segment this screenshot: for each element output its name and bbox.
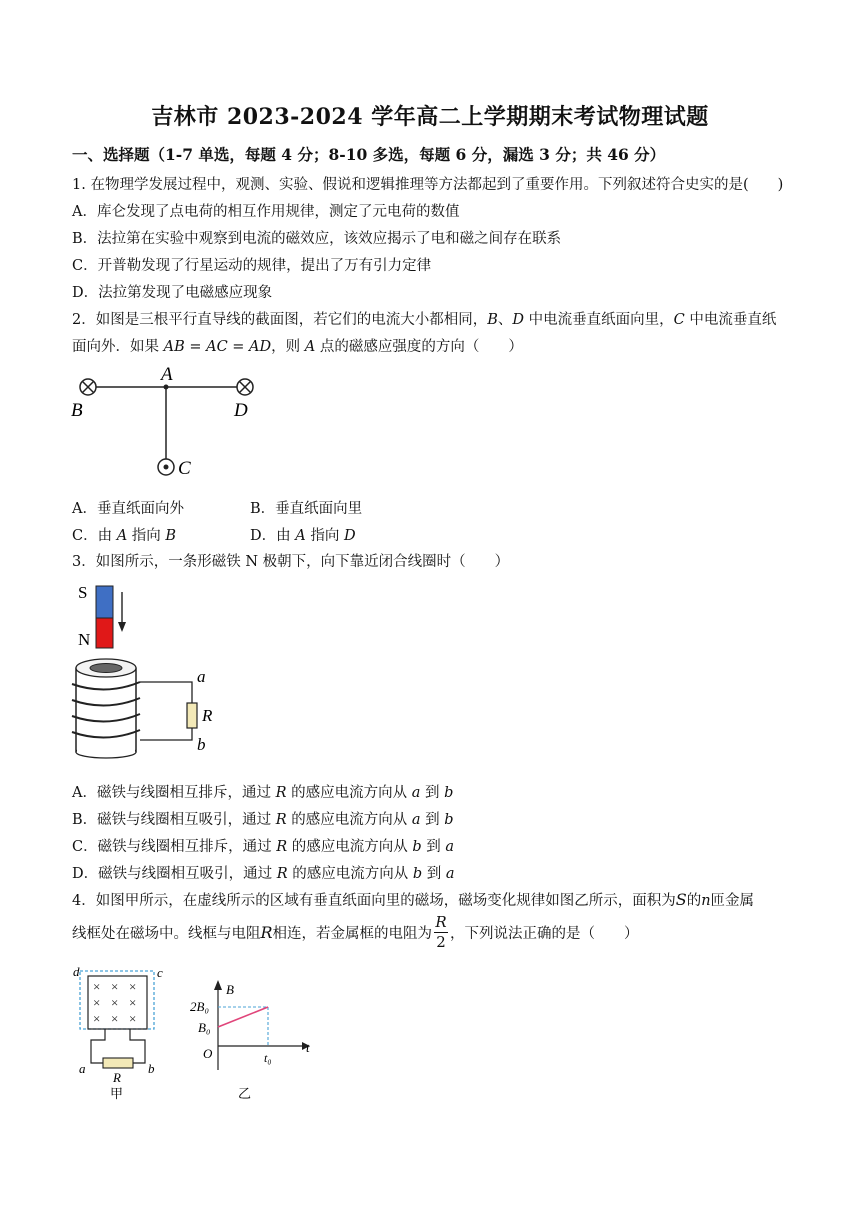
q4-stem-line2: 线框处在磁场中。线框与电阻R相连，若金属框的电阻为 $\frac{R}{2}$ ，下列说法正确的是（ ）	[72, 913, 639, 951]
q2-option-d: D．由 A 指向 D	[250, 528, 356, 544]
resistor-r	[187, 703, 197, 728]
q1-option-c: C．开普勒发现了行星运动的规律，提出了万有引力定律	[72, 258, 432, 274]
terminal-a-label: a	[79, 1061, 86, 1076]
wire-b-into-page-icon	[80, 379, 96, 395]
tick-b0: B₀	[198, 1020, 211, 1035]
corner-d-label: d	[73, 964, 80, 979]
figure-caption-yi: 乙	[238, 1086, 252, 1101]
q3-stem: 3．如图所示，一条形磁铁 N 极朝下，向下靠近闭合线圈时（ ）	[72, 554, 510, 570]
q2-stem-line1: 2．如图是三根平行直导线的截面图，若它们的电流大小都相同，B、D 中电流垂直纸面向里，C 中电流垂直纸	[72, 312, 777, 328]
fraction-r-over-2: $\frac{R}{2}$	[435, 913, 447, 951]
guide-lines-dashed	[218, 1007, 268, 1046]
origin-label: O	[203, 1046, 213, 1061]
q4-figure-yi-graph	[190, 972, 320, 1102]
q2-option-a: A．垂直纸面向外	[72, 501, 184, 517]
svg-text:×: ×	[93, 1011, 101, 1026]
q3-option-b: B．磁铁与线圈相互吸引，通过 R 的感应电流方向从 a 到 b	[72, 812, 454, 828]
label-d: D	[234, 400, 248, 421]
bar-magnet	[96, 586, 113, 648]
svg-text:×: ×	[93, 979, 101, 994]
circuit-wires	[140, 682, 197, 740]
terminal-a-label: a	[197, 667, 206, 686]
t-axis-label: t	[306, 1040, 310, 1055]
resistor-r	[103, 1058, 133, 1068]
corner-c-label: c	[157, 965, 163, 980]
label-b: B	[71, 400, 83, 421]
magnet-n-label: N	[78, 630, 91, 649]
magnetic-field-crosses	[93, 979, 136, 1026]
q2-equation: AB = AC = AD	[163, 339, 272, 355]
q1-option-a: A．库仑发现了点电荷的相互作用规律，测定了元电荷的数值	[72, 204, 460, 220]
svg-text:×: ×	[111, 995, 119, 1010]
magnet-s-label: S	[78, 583, 88, 602]
resistor-r-label: R	[202, 706, 213, 725]
svg-text:×: ×	[129, 1011, 137, 1026]
q4-stem-line1: 4．如图甲所示，在虚线所示的区域有垂直纸面向里的磁场，磁场变化规律如图乙所示，面积为S的n匝金属	[72, 890, 755, 909]
svg-text:×: ×	[111, 979, 119, 994]
q2-wire-figure	[66, 360, 276, 485]
b-axis-label: B	[226, 982, 234, 997]
page-title: 吉林市 2023-2024 学年高二上学期期末考试物理试题	[151, 104, 709, 130]
point-a-dot	[164, 385, 169, 390]
q2-option-b: B．垂直纸面向里	[250, 501, 363, 517]
section-heading: 一、选择题（1-7 单选，每题 4 分；8-10 多选，每题 6 分，漏选 3 分；共 46 分）	[72, 145, 666, 164]
q1-option-d: D．法拉第发现了电磁感应现象	[72, 285, 273, 301]
q3-magnet-coil-figure	[66, 578, 226, 760]
svg-text:×: ×	[93, 995, 101, 1010]
label-c: C	[178, 458, 191, 479]
q4-figure-jia	[70, 962, 170, 1102]
terminal-b-label: b	[148, 1061, 155, 1076]
wire-d-into-page-icon	[237, 379, 253, 395]
q2-stem-line2: 面向外．如果 AB = AC = AD，则 A 点的磁感应强度的方向（ ）	[72, 339, 523, 355]
tick-2b0: 2B₀	[190, 999, 209, 1014]
q3-option-a: A．磁铁与线圈相互排斥，通过 R 的感应电流方向从 a 到 b	[72, 785, 454, 801]
svg-text:×: ×	[129, 979, 137, 994]
tick-t0: t₀	[264, 1051, 272, 1065]
svg-text:×: ×	[111, 1011, 119, 1026]
coil	[72, 659, 140, 758]
resistor-r-label: R	[113, 1070, 121, 1085]
svg-text:×: ×	[129, 995, 137, 1010]
wire-c-out-of-page-icon	[158, 459, 174, 475]
q2-option-c: C．由 A 指向 B	[72, 528, 177, 544]
down-arrow-icon	[118, 592, 126, 632]
figure-caption-jia: 甲	[110, 1086, 124, 1101]
label-a: A	[161, 364, 173, 385]
q1-stem: 1. 在物理学发展过程中，观测、实验、假说和逻辑推理等方法都起到了重要作用。下列叙述符合史实的是( )	[72, 177, 784, 193]
b-t-line	[218, 1007, 268, 1027]
q3-option-d: D．磁铁与线圈相互吸引，通过 R 的感应电流方向从 b 到 a	[72, 866, 455, 882]
q1-option-b: B．法拉第在实验中观察到电流的磁效应，该效应揭示了电和磁之间存在联系	[72, 231, 562, 247]
b-axis-arrow-icon	[214, 980, 222, 990]
terminal-b-label: b	[197, 735, 206, 754]
q3-option-c: C．磁铁与线圈相互排斥，通过 R 的感应电流方向从 b 到 a	[72, 839, 455, 855]
